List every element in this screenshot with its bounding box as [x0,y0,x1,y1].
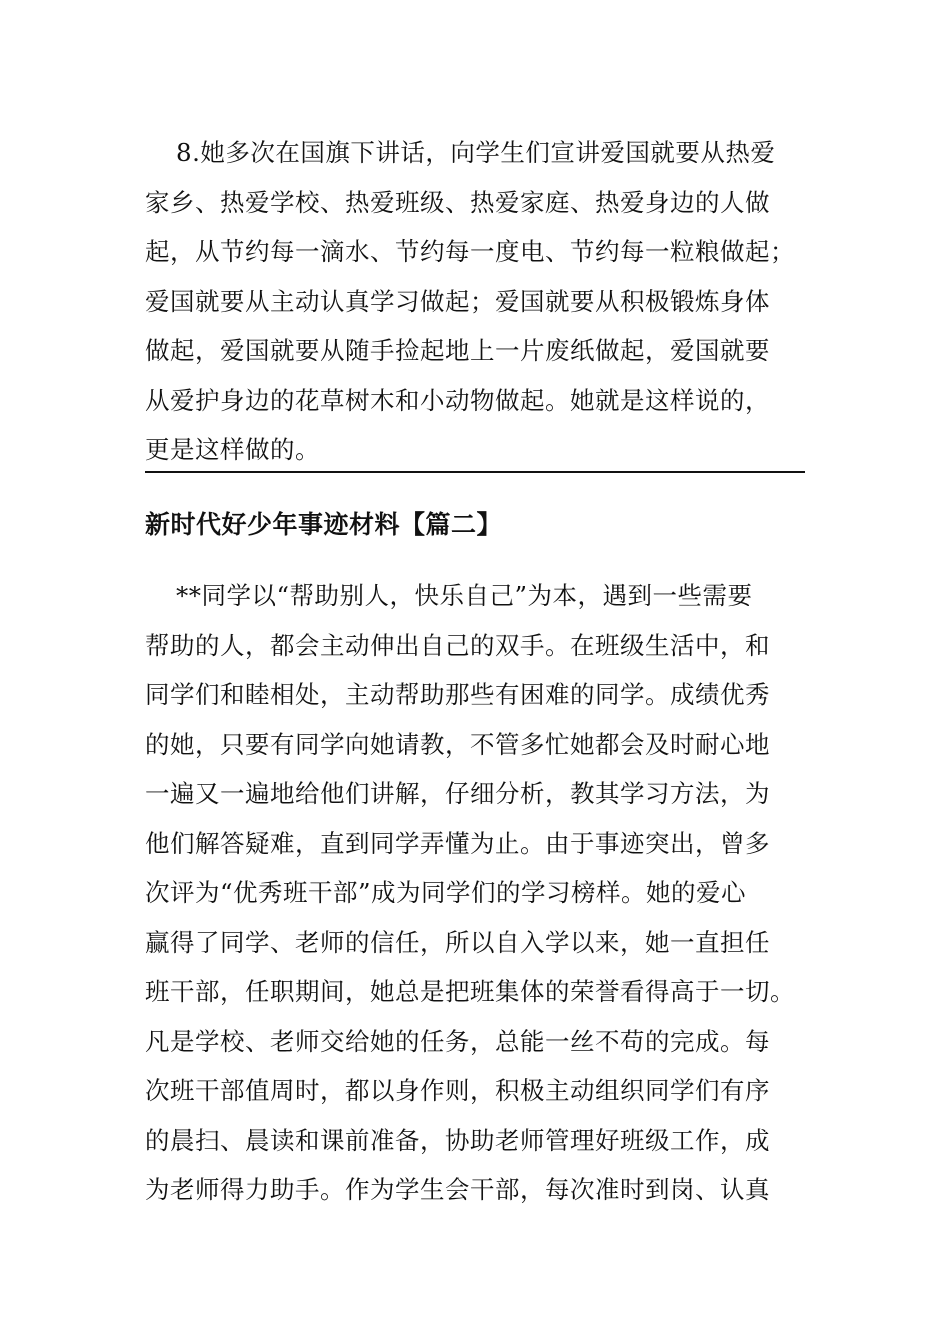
paragraph-2 [145,571,805,1215]
text-line: 8.她多次在国旗下讲话，向学生们宣讲爱国就要从热爱 [176,138,776,167]
section-heading: 新时代好少年事迹材料【篇二】 [145,510,503,539]
text-line: 一遍又一遍地给他们讲解，仔细分析，教其学习方法，为 [145,779,770,808]
text-line: 的她，只要有同学向她请教，不管多忙她都会及时耐心地 [145,729,770,759]
text-line: 家乡、热爱学校、热爱班级、热爱家庭、热爱身边的人做 [145,187,770,217]
paragraph-1 [145,128,805,475]
section-divider [145,471,805,473]
text-line: 帮助的人，都会主动伸出自己的双手。在班级生活中，和 [145,630,770,660]
text-line: 班干部，任职期间，她总是把班集体的荣誉看得高于一切。 [145,977,795,1006]
text-line: 为老师得力助手。作为学生会干部，每次准时到岗、认真 [145,1175,770,1204]
text-line: 更是这样做的。 [145,435,320,464]
text-line: 赢得了同学、老师的信任，所以自入学以来，她一直担任 [145,927,770,957]
text-line: 他们解答疑难，直到同学弄懂为止。由于事迹突出，曾多 [145,828,770,858]
text-line: 做起，爱国就要从随手捡起地上一片废纸做起，爱国就要 [145,336,770,365]
text-line: 起，从节约每一滴水、节约每一度电、节约每一粒粮做起； [145,237,795,266]
text-line: 次评为“优秀班干部”成为同学们的学习榜样。她的爱心 [145,878,747,907]
text-line: 同学们和睦相处，主动帮助那些有困难的同学。成绩优秀 [145,680,770,709]
text-line: 爱国就要从主动认真学习做起；爱国就要从积极锻炼身体 [145,286,770,316]
text-line: **同学以“帮助别人，快乐自己”为本，遇到一些需要 [176,581,753,610]
text-line: 从爱护身边的花草树木和小动物做起。她就是这样说的， [145,385,770,415]
text-line: 次班干部值周时，都以身作则，积极主动组织同学们有序 [145,1076,770,1105]
text-line: 的晨扫、晨读和课前准备，协助老师管理好班级工作，成 [145,1125,770,1155]
text-line: 凡是学校、老师交给她的任务，总能一丝不苟的完成。每 [145,1026,770,1056]
